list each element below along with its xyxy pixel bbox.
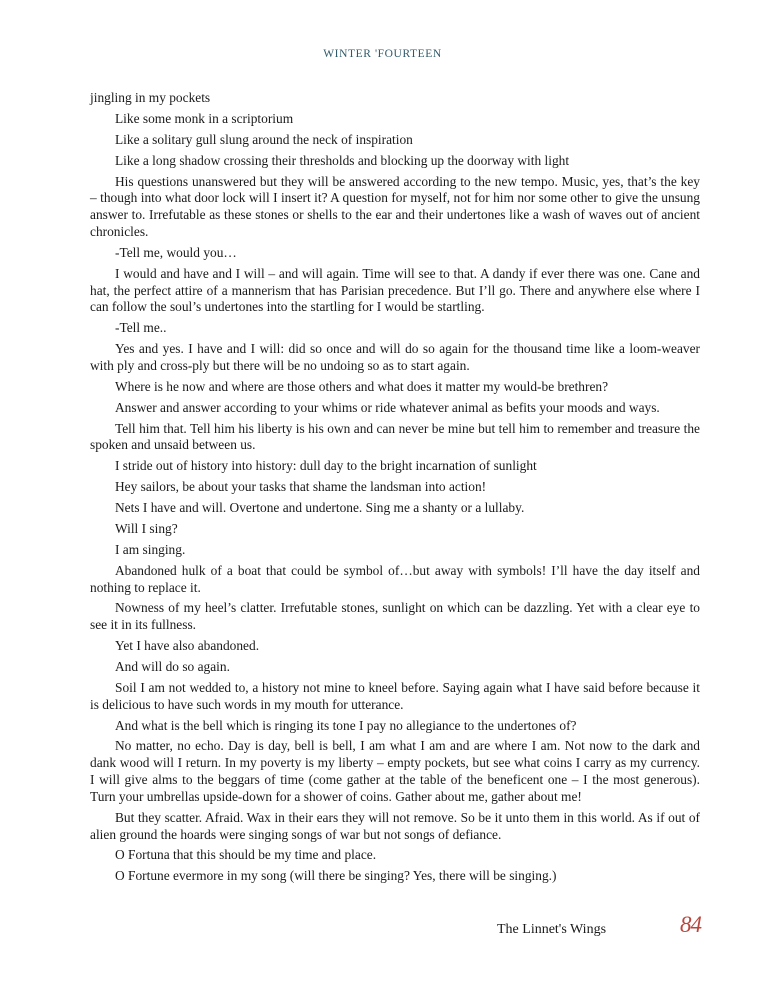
- paragraph: Abandoned hulk of a boat that could be symbol of…but away with symbols! I’ll have the day itself and nothing to replace it.: [90, 562, 700, 595]
- paragraph: Yes and yes. I have and I will: did so once and will do so again for the thousand time like a loom-weaver with ply and cross-ply but there will be no undoing so as to start again.: [90, 341, 700, 373]
- running-header: WINTER 'FOURTEEN: [323, 48, 442, 60]
- paragraph: Where is he now and where are those others and what does it matter my would-be brethren?: [115, 378, 609, 394]
- paragraph: Like a long shadow crossing their thresholds and blocking up the doorway with light: [115, 152, 570, 168]
- paragraph: Nets I have and will. Overtone and undertone. Sing me a shanty or a lullaby.: [115, 500, 525, 516]
- footer-publication-title: The Linnet's Wings: [497, 922, 607, 937]
- paragraph: Answer and answer according to your whims or ride whatever animal as befits your moods and ways.: [115, 399, 660, 415]
- paragraph: Yet I have also abandoned.: [115, 638, 260, 654]
- paragraph: Like a solitary gull slung around the neck of inspiration: [115, 131, 413, 147]
- paragraph: I stride out of history into history: dull day to the bright incarnation of sunlight: [115, 458, 537, 474]
- paragraph: jingling in my pockets: [90, 90, 211, 105]
- paragraph: Like some monk in a scriptorium: [115, 110, 294, 126]
- body-text: [90, 90, 700, 889]
- paragraph: Nowness of my heel’s clatter. Irrefutable stones, sunlight on which can be dazzling. Yet with a clear eye to see it in its fullness.: [90, 600, 700, 633]
- paragraph: But they scatter. Afraid. Wax in their ears they will not remove. So be it unto them in this world. As if out of alien ground the hoards were singing songs of war but not songs of defiance.: [90, 809, 700, 842]
- page-number: 84: [680, 912, 701, 937]
- paragraph: -Tell me, would you…: [115, 244, 237, 260]
- paragraph: Will I sing?: [115, 520, 178, 536]
- paragraph: O Fortuna that this should be my time and place.: [115, 847, 377, 863]
- paragraph: I am singing.: [115, 541, 186, 557]
- paragraph: And will do so again.: [115, 658, 230, 674]
- paragraph: Hey sailors, be about your tasks that shame the landsman into action!: [115, 479, 487, 495]
- paragraph: Soil I am not wedded to, a history not mine to kneel before. Saying again what I have said before because it is delicious to have such words in my mouth for utterance.: [90, 679, 700, 712]
- paragraph: His questions unanswered but they will be answered according to the new tempo. Music, yes, that’s the key – though into what door lock will I insert it? A question for myself, not for him nor some other to give the unsung answer to. Irrefutable as these stones or shells to the ear and their undertones like a wash of waves out of ancient chronicles.: [90, 173, 700, 239]
- paragraph: -Tell me..: [115, 320, 167, 336]
- paragraph: Tell him that. Tell him his liberty is his own and can never be mine but tell him to remember and treasure the spoken and unsaid between us.: [90, 420, 700, 453]
- paragraph: I would and have and I will – and will again. Time will see to that. A dandy if ever there was one. Cane and hat, the perfect attire of a mannerism that has Parisian precedence. But I’ll go. There and anywhere else where I can follow the soul’s undertones into the startling for I would be startling.: [90, 265, 700, 315]
- paragraph: O Fortune evermore in my song (will there be singing? Yes, there will be singing.): [115, 868, 557, 884]
- paragraph: No matter, no echo. Day is day, bell is bell, I am what I am and are where I am. Not now to the dark and dank wood will I return. In my poverty is my liberty – empty pockets, but see what coins I carry as my currency. I will give alms to the beggars of time (come gather at the table of the beneficent one – I the most generous). Turn your umbrellas upside-down for a shower of coins. Gather about me, gather about me!: [90, 738, 700, 804]
- paragraph: And what is the bell which is ringing its tone I pay no allegiance to the undertones of?: [115, 717, 577, 733]
